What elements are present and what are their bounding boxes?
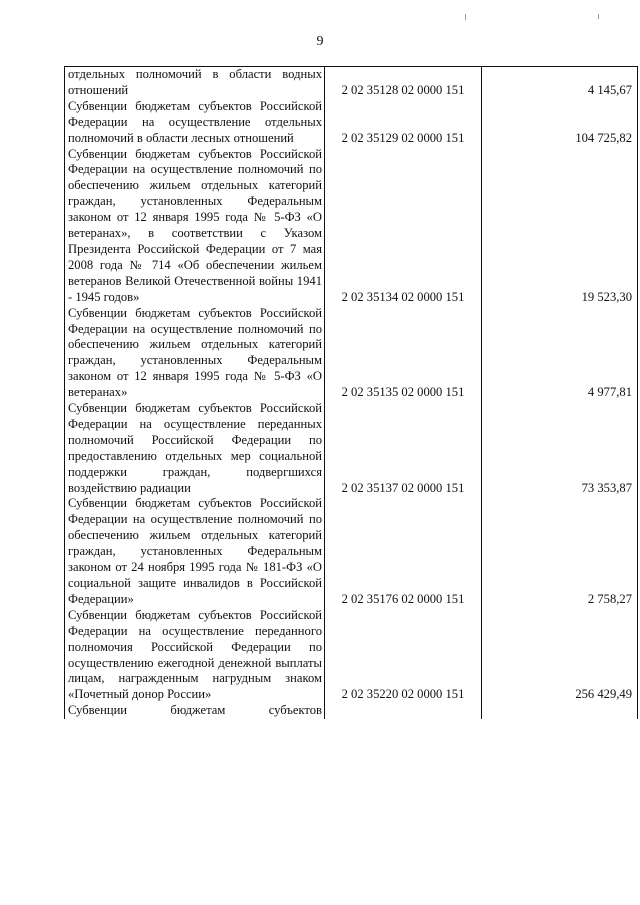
row-code: 2 02 35134 02 0000 151	[325, 147, 482, 306]
table-row-cut	[65, 703, 638, 719]
row-description: Субвенции бюджетам субъектов	[65, 703, 325, 719]
row-description: Субвенции бюджетам субъектов Российской Федерации на осуществление отдельных полномочий в области лесных отношений	[65, 99, 325, 147]
row-amount: 104 725,82	[482, 99, 638, 147]
row-code: 2 02 35129 02 0000 151	[325, 99, 482, 147]
row-code: 2 02 35128 02 0000 151	[325, 67, 482, 99]
table-row	[65, 608, 638, 703]
row-description: Субвенции бюджетам субъектов Российской Федерации на осуществление переданных полномочий Российской Федерации по предоставлению отдельных мер социальной поддержки граждан, подвергшихся воздействию радиации	[65, 401, 325, 496]
row-code	[325, 703, 482, 719]
table-row	[65, 147, 638, 306]
row-code: 2 02 35137 02 0000 151	[325, 401, 482, 496]
scan-mark	[598, 14, 599, 19]
row-amount: 256 429,49	[482, 608, 638, 703]
table-row	[65, 401, 638, 496]
row-description: Субвенции бюджетам субъектов Российской Федерации на осуществление переданного полномочия Российской Федерации по осуществлению ежегодной денежной выплаты лицам, награжденным нагрудным знаком «Почетный донор России»	[65, 608, 325, 703]
table-row	[65, 496, 638, 607]
row-description: Субвенции бюджетам субъектов Российской Федерации на осуществление полномочий по обеспечению жильем отдельных категорий граждан, установленных Федеральным законом от 12 января 1995 года № 5-ФЗ «О ветеранах», в соответствии с Указом Президента Российской Федерации от 7 мая 2008 года № 714 «Об обеспечении жильем ветеранов Великой Отечественной войны 1941 - 1945 годов»	[65, 147, 325, 306]
row-description: Субвенции бюджетам субъектов Российской Федерации на осуществление полномочий по обеспечению жильем отдельных категорий граждан, установленных Федеральным законом от 12 января 1995 года № 5-ФЗ «О ветеранах»	[65, 306, 325, 401]
row-description: отдельных полномочий в области водных отношений	[65, 67, 325, 99]
scan-mark	[465, 14, 466, 20]
row-amount	[482, 703, 638, 719]
table-row	[65, 99, 638, 147]
row-amount: 4 977,81	[482, 306, 638, 401]
row-amount: 2 758,27	[482, 496, 638, 607]
row-amount: 19 523,30	[482, 147, 638, 306]
row-code: 2 02 35176 02 0000 151	[325, 496, 482, 607]
page-number: 9	[316, 34, 324, 49]
row-amount: 4 145,67	[482, 67, 638, 99]
table-row	[65, 306, 638, 401]
row-amount: 73 353,87	[482, 401, 638, 496]
row-code: 2 02 35220 02 0000 151	[325, 608, 482, 703]
row-code: 2 02 35135 02 0000 151	[325, 306, 482, 401]
budget-table	[64, 66, 638, 719]
row-description: Субвенции бюджетам субъектов Российской Федерации на осуществление полномочий по обеспечению жильем отдельных категорий граждан, установленных Федеральным законом от 24 ноября 1995 года № 181-ФЗ «О социальной защите инвалидов в Российской Федерации»	[65, 496, 325, 607]
table-row	[65, 67, 638, 99]
